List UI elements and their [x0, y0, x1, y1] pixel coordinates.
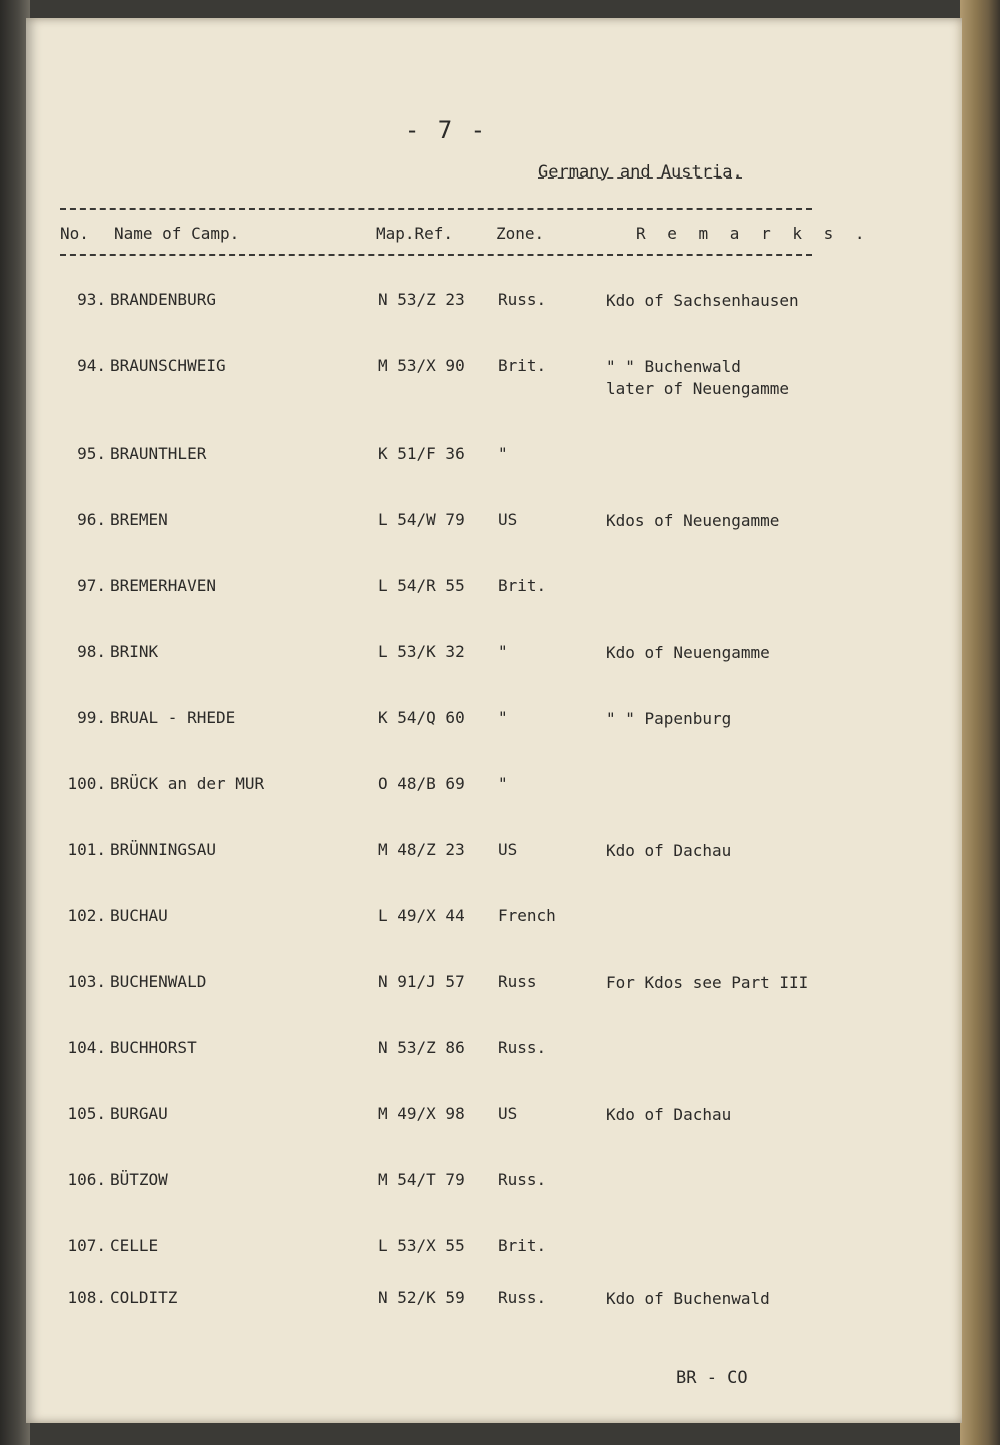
zone: US	[498, 1104, 518, 1123]
map-ref: L 49/X 44	[378, 906, 465, 925]
zone: Brit.	[498, 576, 547, 595]
zone: "	[498, 444, 508, 463]
camp-name: BRÜCK an der MUR	[110, 774, 265, 793]
row-number: 108.	[67, 1288, 106, 1307]
zone: Russ.	[498, 1170, 547, 1189]
camp-name: BRAUNSCHWEIG	[110, 356, 226, 375]
camp-name: CELLE	[110, 1236, 159, 1255]
row-number: 105.	[67, 1104, 106, 1123]
zone: Russ.	[498, 1038, 547, 1057]
camp-name: BREMEN	[110, 510, 168, 529]
zone: Russ	[498, 972, 537, 991]
row-number: 102.	[67, 906, 106, 925]
remarks: Kdo of Neuengamme	[606, 643, 770, 662]
header-remarks: R e m a r k s .	[636, 224, 871, 243]
zone: Brit.	[498, 1236, 547, 1255]
map-ref: N 52/K 59	[378, 1288, 465, 1307]
row-number: 93.	[77, 290, 106, 309]
header-no: No.	[60, 224, 89, 243]
row-number: 97.	[77, 576, 106, 595]
page-footer-range: BR - CO	[676, 1368, 748, 1388]
map-ref: N 53/Z 23	[378, 290, 465, 309]
remarks: Kdo of Dachau	[606, 1105, 732, 1124]
zone: French	[498, 906, 556, 925]
remarks: For Kdos see Part III	[606, 973, 809, 992]
remarks: Kdo of Dachau	[606, 841, 732, 860]
row-number: 104.	[67, 1038, 106, 1057]
row-number: 101.	[67, 840, 106, 859]
zone: Russ.	[498, 290, 547, 309]
header-name: Name of Camp.	[114, 224, 240, 243]
remarks: Kdo of Sachsenhausen	[606, 291, 799, 310]
map-ref: M 53/X 90	[378, 356, 465, 375]
map-ref: L 54/W 79	[378, 510, 465, 529]
page-stack-edge	[960, 0, 1000, 1445]
zone: US	[498, 510, 518, 529]
map-ref: K 54/Q 60	[378, 708, 465, 727]
zone: US	[498, 840, 518, 859]
header-rule-bottom	[60, 254, 812, 256]
camp-name: BÜTZOW	[110, 1170, 168, 1189]
document-page	[26, 18, 962, 1423]
map-ref: L 54/R 55	[378, 576, 465, 595]
row-number: 103.	[67, 972, 106, 991]
camp-name: BRÜNNINGSAU	[110, 840, 216, 859]
map-ref: L 53/X 55	[378, 1236, 465, 1255]
map-ref: K 51/F 36	[378, 444, 465, 463]
remarks: Kdo of Buchenwald	[606, 1289, 770, 1308]
camp-name: BUCHENWALD	[110, 972, 207, 991]
remarks: Kdos of Neuengamme	[606, 511, 780, 530]
camp-name: BRUAL - RHEDE	[110, 708, 236, 727]
camp-name: BUCHHORST	[110, 1038, 197, 1057]
row-number: 99.	[77, 708, 106, 727]
row-number: 106.	[67, 1170, 106, 1189]
camp-name: BRAUNTHLER	[110, 444, 207, 463]
remarks: " " Papenburg	[606, 709, 732, 728]
camp-name: BUCHAU	[110, 906, 168, 925]
row-number: 94.	[77, 356, 106, 375]
zone: "	[498, 708, 508, 727]
header-zone: Zone.	[496, 224, 545, 243]
row-number: 100.	[67, 774, 106, 793]
map-ref: N 53/Z 86	[378, 1038, 465, 1057]
map-ref: M 48/Z 23	[378, 840, 465, 859]
page-number: - 7 -	[404, 116, 488, 144]
camp-name: BRINK	[110, 642, 159, 661]
remarks-line-2: later of Neuengamme	[606, 379, 790, 398]
remarks: " " Buchenwald	[606, 357, 741, 376]
zone: "	[498, 774, 508, 793]
zone: "	[498, 642, 508, 661]
camp-name: BREMERHAVEN	[110, 576, 216, 595]
header-rule-top	[60, 208, 812, 210]
map-ref: O 48/B 69	[378, 774, 465, 793]
map-ref: M 49/X 98	[378, 1104, 465, 1123]
row-number: 95.	[77, 444, 106, 463]
camp-name: COLDITZ	[110, 1288, 178, 1307]
row-number: 107.	[67, 1236, 106, 1255]
map-ref: M 54/T 79	[378, 1170, 465, 1189]
row-number: 96.	[77, 510, 106, 529]
section-title: Germany and Austria.	[538, 162, 743, 182]
row-number: 98.	[77, 642, 106, 661]
camp-name: BURGAU	[110, 1104, 168, 1123]
header-map-ref: Map.Ref.	[376, 224, 454, 243]
zone: Brit.	[498, 356, 547, 375]
map-ref: N 91/J 57	[378, 972, 465, 991]
zone: Russ.	[498, 1288, 547, 1307]
camp-name: BRANDENBURG	[110, 290, 216, 309]
map-ref: L 53/K 32	[378, 642, 465, 661]
